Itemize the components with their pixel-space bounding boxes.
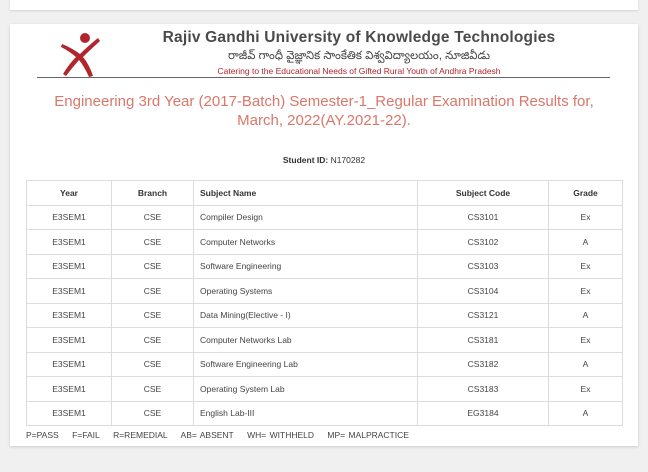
table-row <box>27 352 623 377</box>
cell-year: E3SEM1 <box>27 230 112 255</box>
table-row <box>27 377 623 402</box>
cell-year: E3SEM1 <box>27 328 112 353</box>
cell-subject-name: Operating Systems <box>194 279 418 304</box>
cell-subject-name: Software Engineering <box>194 254 418 279</box>
cell-subject-name: Computer Networks Lab <box>194 328 418 353</box>
cell-subject-code: CS3103 <box>418 254 549 279</box>
legend-item: MP= MALPRACTICE <box>327 430 409 440</box>
cell-subject-name: Compiler Design <box>194 205 418 230</box>
cell-grade: A <box>549 352 623 377</box>
table-row <box>27 205 623 230</box>
results-card <box>10 24 638 446</box>
cell-branch: CSE <box>112 352 194 377</box>
cell-subject-code: CS3102 <box>418 230 549 255</box>
cell-branch: CSE <box>112 254 194 279</box>
table-row <box>27 230 623 255</box>
university-tagline: Catering to the Educational Needs of Gifted Rural Youth of Andhra Pradesh <box>217 66 501 76</box>
cell-year: E3SEM1 <box>27 205 112 230</box>
cell-subject-name: Software Engineering Lab <box>194 352 418 377</box>
cell-grade: A <box>549 230 623 255</box>
cell-branch: CSE <box>112 377 194 402</box>
cell-year: E3SEM1 <box>27 401 112 426</box>
cell-subject-code: EG3184 <box>418 401 549 426</box>
university-name: Rajiv Gandhi University of Knowledge Technologies <box>162 29 556 46</box>
grade-legend <box>26 430 419 440</box>
cell-grade: Ex <box>549 328 623 353</box>
cell-subject-code: CS3182 <box>418 352 549 377</box>
table-row <box>27 328 623 353</box>
cell-grade: A <box>549 401 623 426</box>
cell-year: E3SEM1 <box>27 352 112 377</box>
cell-branch: CSE <box>112 230 194 255</box>
cell-subject-code: CS3104 <box>418 279 549 304</box>
cell-branch: CSE <box>112 279 194 304</box>
legend-item: F=FAIL <box>72 430 100 440</box>
cell-branch: CSE <box>112 205 194 230</box>
cell-subject-code: CS3181 <box>418 328 549 353</box>
table-row <box>27 303 623 328</box>
student-id-line <box>10 155 638 165</box>
table-row <box>27 254 623 279</box>
university-banner <box>36 28 612 78</box>
cell-grade: Ex <box>549 377 623 402</box>
cell-year: E3SEM1 <box>27 279 112 304</box>
header-year: Year <box>27 181 112 206</box>
table-row <box>27 401 623 426</box>
cell-subject-code: CS3121 <box>418 303 549 328</box>
results-table <box>26 180 623 426</box>
university-name-telugu: రాజీవ్ గాంధీ వైజ్ఞానిక సాంకేతిక విశ్వవిద్యాలయం, నూజివీడు <box>228 50 490 62</box>
cell-grade: Ex <box>549 279 623 304</box>
table-row <box>27 279 623 304</box>
cell-subject-name: Operating System Lab <box>194 377 418 402</box>
legend-item: WH= WITHHELD <box>247 430 315 440</box>
student-id-label: Student ID: <box>282 155 329 165</box>
cell-branch: CSE <box>112 328 194 353</box>
cell-branch: CSE <box>112 303 194 328</box>
exam-title: Engineering 3rd Year (2017-Batch) Semester-1_Regular Examination Results for, March, 2022(AY.2021-22). <box>54 93 594 129</box>
header-branch: Branch <box>112 181 194 206</box>
cell-year: E3SEM1 <box>27 377 112 402</box>
cell-subject-name: English Lab-III <box>194 401 418 426</box>
top-navbar <box>10 0 638 10</box>
table-header-row <box>27 181 623 206</box>
banner-divider <box>37 77 610 78</box>
cell-branch: CSE <box>112 401 194 426</box>
cell-subject-code: CS3101 <box>418 205 549 230</box>
legend-item: P=PASS <box>26 430 59 440</box>
header-subject-code: Subject Code <box>418 181 549 206</box>
header-grade: Grade <box>549 181 623 206</box>
header-subject-name: Subject Name <box>194 181 418 206</box>
cell-year: E3SEM1 <box>27 254 112 279</box>
cell-subject-name: Computer Networks <box>194 230 418 255</box>
student-id-value: N170282 <box>330 155 366 165</box>
cell-grade: Ex <box>549 254 623 279</box>
legend-item: AB= ABSENT <box>180 430 234 440</box>
legend-item: R=REMEDIAL <box>113 430 168 440</box>
cell-year: E3SEM1 <box>27 303 112 328</box>
cell-grade: Ex <box>549 205 623 230</box>
cell-subject-code: CS3183 <box>418 377 549 402</box>
cell-subject-name: Data Mining(Elective - I) <box>194 303 418 328</box>
cell-grade: A <box>549 303 623 328</box>
